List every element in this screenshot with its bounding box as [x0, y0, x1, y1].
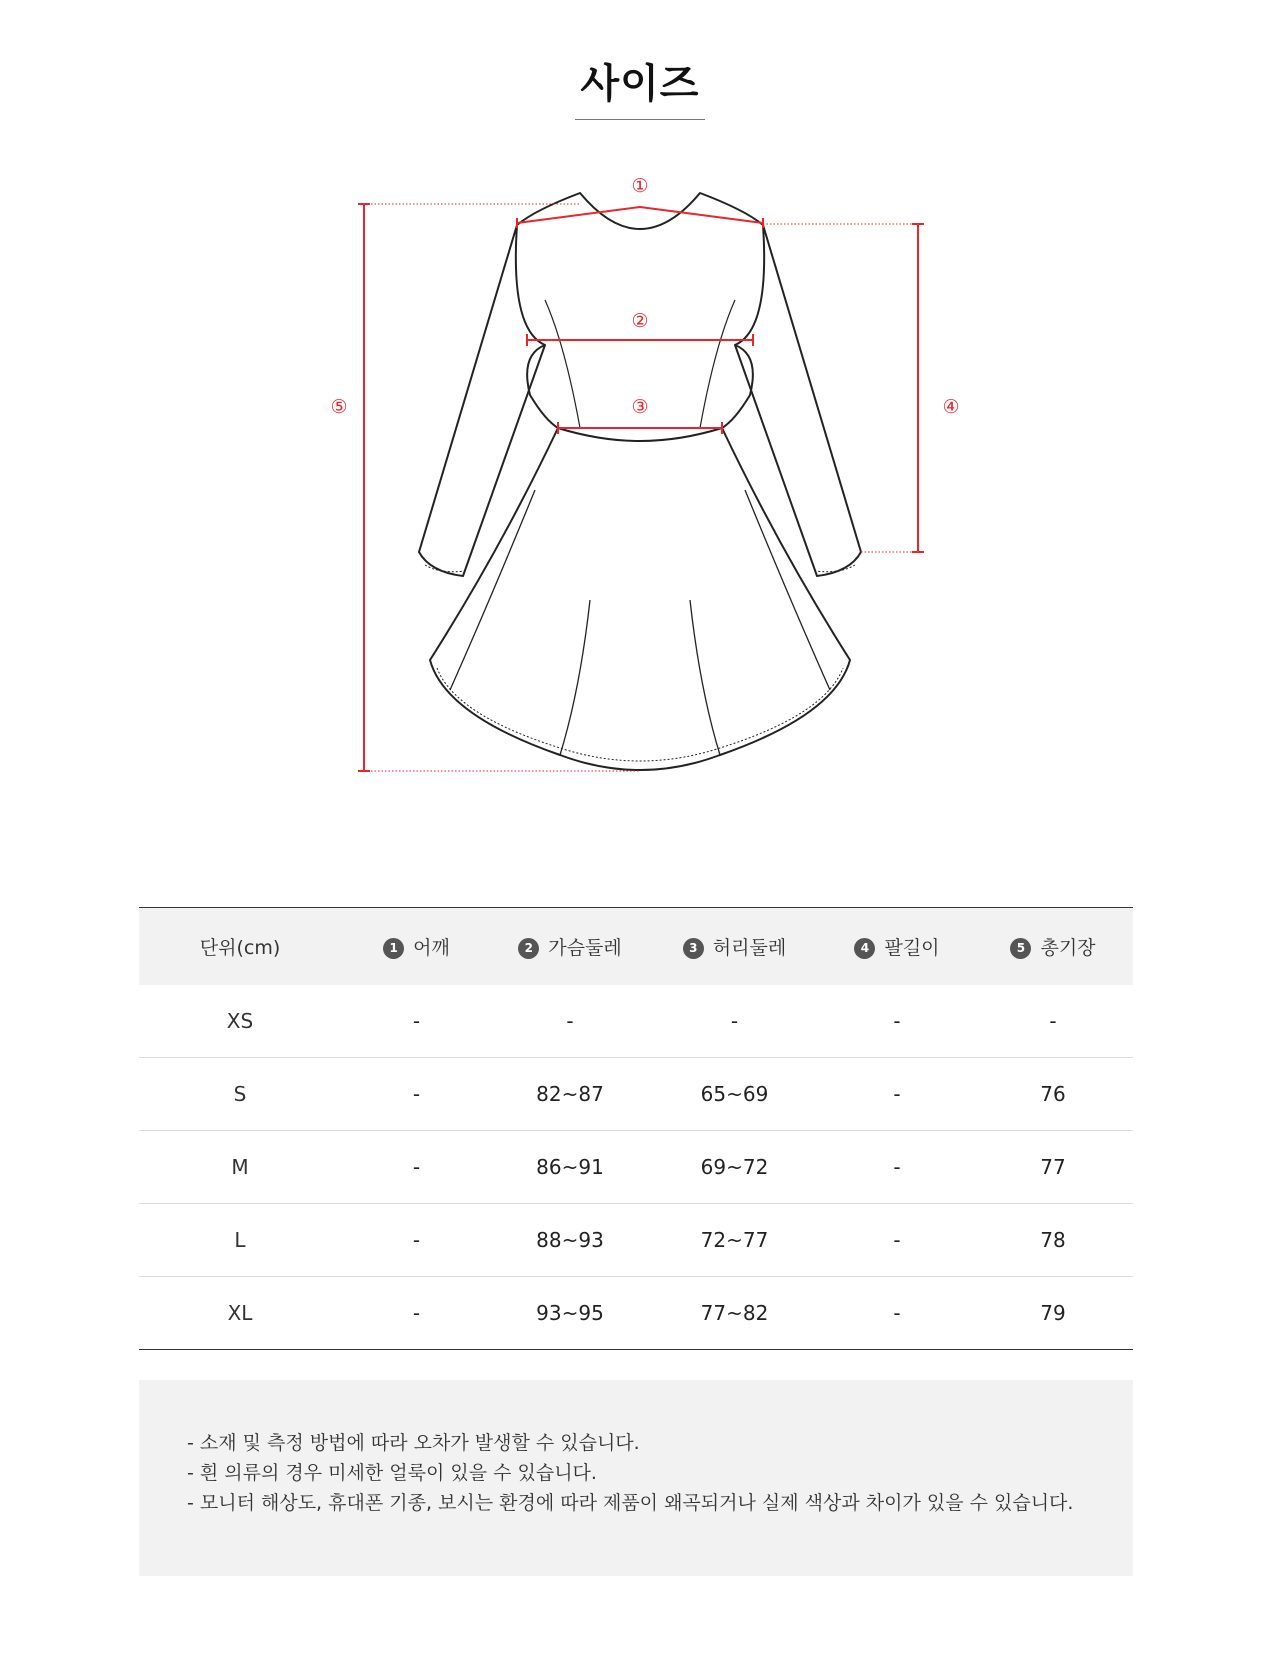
- marker-labels: [330, 175, 959, 418]
- note-line: - 흰 의류의 경우 미세한 얼룩이 있을 수 있습니다.: [187, 1462, 597, 1484]
- size-cell: L: [139, 1204, 341, 1277]
- value-cell: -: [821, 1204, 973, 1277]
- table-header-row: [139, 908, 1133, 986]
- dress-outline: [419, 193, 861, 770]
- value-cell: 88~93: [492, 1204, 648, 1277]
- value-cell: -: [1049, 1009, 1057, 1033]
- header-label: 어깨: [413, 937, 450, 959]
- marker-shoulder: ①: [631, 175, 649, 197]
- value-cell: 77~82: [648, 1277, 821, 1350]
- table-row: [139, 1131, 1133, 1204]
- header-chest: [492, 908, 648, 986]
- header-label: 가슴둘레: [548, 937, 622, 959]
- size-cell: XS: [226, 1009, 254, 1033]
- header-sleeve: [821, 908, 973, 986]
- value-cell: -: [730, 1009, 739, 1033]
- value-cell: -: [341, 1204, 492, 1277]
- table-row: [139, 985, 1133, 1058]
- note-line: - 모니터 해상도, 휴대폰 기종, 보시는 환경에 따라 제품이 왜곡되거나 실제 색상과 차이가 있을 수 있습니다.: [187, 1492, 1074, 1514]
- number-badge-icon: 5: [1010, 938, 1031, 959]
- header-label: 허리둘레: [712, 937, 787, 959]
- number-badge-icon: 2: [518, 938, 539, 959]
- header-total-length: [973, 908, 1133, 986]
- number-badge-icon: 1: [383, 938, 404, 959]
- table-row: [139, 1058, 1133, 1131]
- value-cell: -: [341, 1131, 492, 1204]
- value-cell: 72~77: [648, 1204, 821, 1277]
- value-cell: -: [341, 1058, 492, 1131]
- size-cell: M: [139, 1131, 341, 1204]
- value-cell: 79: [973, 1277, 1133, 1350]
- dress-size-diagram: [0, 160, 1280, 800]
- header-label: 팔길이: [884, 937, 940, 959]
- value-cell: 77: [973, 1131, 1133, 1204]
- value-cell: 86~91: [492, 1131, 648, 1204]
- title-wrap: [0, 52, 1280, 120]
- marker-waist: ③: [631, 396, 649, 418]
- value-cell: -: [412, 1009, 421, 1033]
- size-table: [139, 907, 1133, 1350]
- value-cell: 82~87: [492, 1058, 648, 1131]
- value-cell: 69~72: [648, 1131, 821, 1204]
- value-cell: 76: [973, 1058, 1133, 1131]
- size-cell: XL: [139, 1277, 341, 1350]
- notes-box: [139, 1380, 1133, 1576]
- value-cell: 78: [973, 1204, 1133, 1277]
- header-shoulder: [341, 908, 492, 986]
- header-label: 총기장: [1040, 937, 1096, 959]
- value-cell: -: [821, 1058, 973, 1131]
- value-cell: -: [821, 1131, 973, 1204]
- marker-sleeve: ④: [942, 396, 960, 418]
- header-waist: [648, 908, 821, 986]
- page-title: 사이즈: [575, 52, 706, 120]
- header-unit: [139, 908, 341, 986]
- value-cell: -: [341, 1277, 492, 1350]
- number-badge-icon: 3: [683, 938, 704, 959]
- value-cell: -: [821, 1277, 973, 1350]
- size-cell: S: [139, 1058, 341, 1131]
- table-row: [139, 1204, 1133, 1277]
- marker-chest: ②: [631, 310, 649, 332]
- table-row: [139, 1277, 1133, 1350]
- value-cell: -: [566, 1009, 574, 1033]
- value-cell: 93~95: [492, 1277, 648, 1350]
- header-label: 단위(cm): [199, 937, 281, 959]
- value-cell: 65~69: [648, 1058, 821, 1131]
- value-cell: -: [893, 1009, 901, 1033]
- number-badge-icon: 4: [854, 938, 875, 959]
- marker-total-length: ⑤: [330, 396, 348, 418]
- note-line: - 소재 및 측정 방법에 따라 오차가 발생할 수 있습니다.: [187, 1432, 640, 1454]
